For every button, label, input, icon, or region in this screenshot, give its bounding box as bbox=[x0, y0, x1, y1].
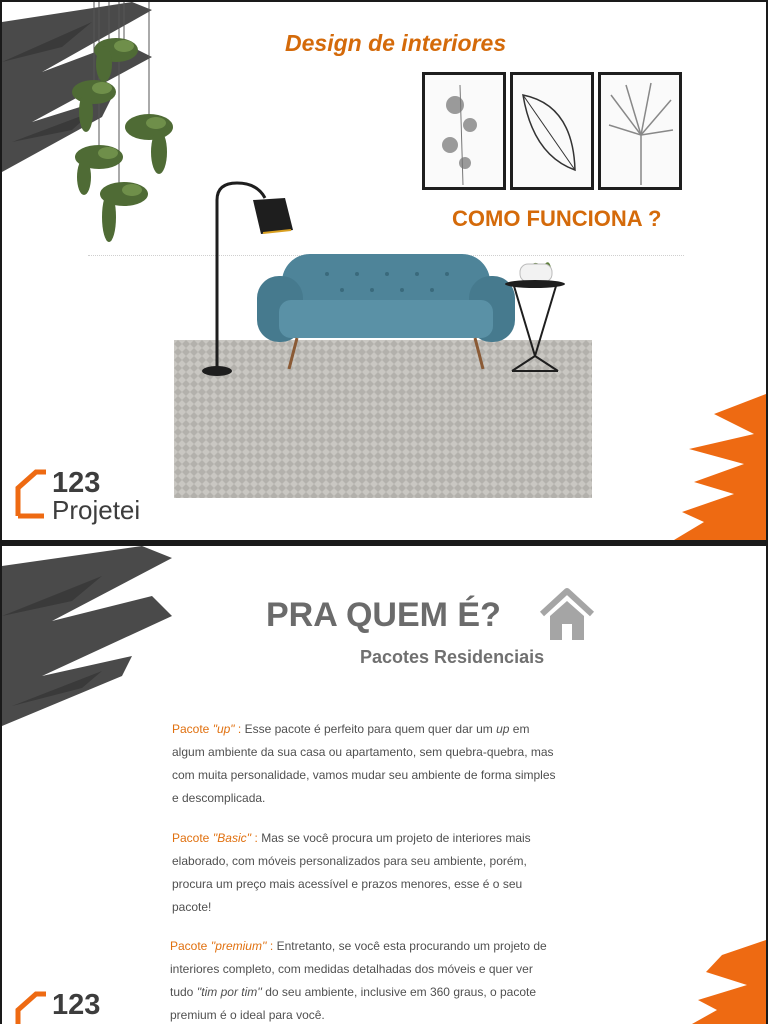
brand-logo bbox=[14, 468, 174, 524]
package-basic-text: Pacote ''Basic'' : Mas se você procura um projeto de interiores mais elaborado, com móveis personalizados para seu ambiente, porém, procura um preço mais acessível e prazos menores, esse é o seu pacote! bbox=[172, 831, 531, 914]
orange-brush-stroke bbox=[692, 940, 766, 1024]
hanging-plants-image bbox=[64, 2, 184, 252]
slide-pra-quem-e bbox=[2, 546, 766, 1024]
section-subtitle: COMO FUNCIONA ? bbox=[452, 206, 662, 231]
sofa-image bbox=[257, 254, 515, 372]
botanical-print-1 bbox=[422, 72, 506, 190]
package-premium-text: Pacote ''premium'' : Entretanto, se você esta procurando um projeto de interiores completo, com medidas detalhadas dos móveis e quer ver tudo ''tim por tim'' do seu ambiente, inclusive em 360 graus, o pacote premium é o ideal para você. bbox=[170, 939, 547, 1022]
package-up-label: Pacote "up" : bbox=[172, 722, 245, 736]
gray-brush-stroke bbox=[2, 546, 177, 726]
slide-como-funciona bbox=[2, 2, 766, 540]
logo-number: 123 bbox=[52, 467, 101, 499]
logo-number: 123 bbox=[52, 989, 101, 1021]
side-table-image bbox=[502, 246, 568, 376]
package-up-text: Pacote "up" : Esse pacote é perfeito para quem quer dar um up em algum ambiente da sua casa ou apartamento, sem quebra-quebra, mas com muita personalidade, vamos mudar seu ambiente de forma simples e descomplicada. bbox=[172, 722, 556, 805]
section-subtitle: Pacotes Residenciais bbox=[360, 647, 545, 667]
botanical-print-2 bbox=[510, 72, 594, 190]
brand-logo bbox=[14, 990, 174, 1024]
package-premium-label: Pacote ''premium'' : bbox=[170, 939, 277, 953]
slide-title: Design de interiores bbox=[285, 30, 507, 56]
botanical-print-3 bbox=[598, 72, 682, 190]
slide-title: PRA QUEM É? bbox=[266, 596, 501, 634]
package-basic-label: Pacote ''Basic'' : bbox=[172, 831, 262, 845]
house-icon bbox=[538, 588, 596, 642]
orange-brush-stroke bbox=[674, 394, 766, 540]
logo-name: Projetei bbox=[52, 495, 141, 525]
